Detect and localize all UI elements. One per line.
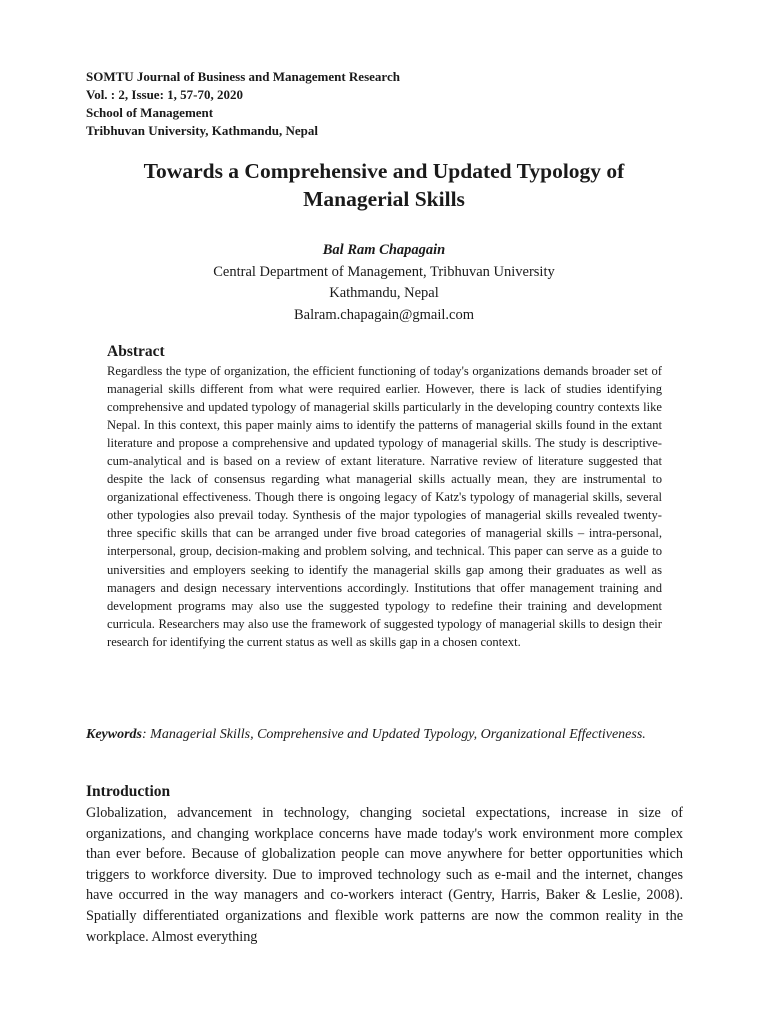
abstract-heading: Abstract [107, 343, 165, 360]
journal-name: SOMTU Journal of Business and Management Research [86, 69, 400, 84]
keywords-label: Keywords [86, 727, 142, 742]
abstract-text: Regardless the type of organization, the efficient functioning of today's organizations demands broader set of managerial skills different from what were required earlier. However, there is lack of studies identifying comprehensive and updated typology of managerial skills particularly in the developing country contexts like Nepal. In this context, this paper mainly aims to identify the patterns of managerial skills found in the extant literature and propose a comprehensive and updated typology of managerial skills. The study is descriptive-cum-analytical and is based on a review of extant literature. Narrative review of literature suggested that despite the lack of consensus regarding what managerial skills actually mean, they are instrumental to organizational effectiveness. Though there is ongoing legacy of Katz's typology of managerial skills, several other typologies also prevail today. Synthesis of the major typologies of managerial skills revealed twenty-three specific skills that can be arranged under five broad categories of managerial skills – intra-personal, interpersonal, group, decision-making and problem solving, and technical. This paper can serve as a guide to universities and employers seeking to identify the managerial skills gap among their graduates as well as managers and design necessary interventions accordingly. Institutions that offer management training and development programs may also use the suggested typology to redefine their training and development curricula. Researchers may also use the framework of suggested typology of managerial skills to design their research for identifying the current status as well as skills gap in a chosen context. [107, 364, 662, 649]
paper-title-line-1: Towards a Comprehensive and Updated Typology of [143, 159, 625, 183]
author-name: Bal Ram Chapagain [322, 242, 446, 258]
keywords-text: : Managerial Skills, Comprehensive and Updated Typology, Organizational Effectiveness. [142, 727, 646, 742]
keywords [86, 725, 683, 746]
introduction-text: Globalization, advancement in technology, changing societal expectations, increase in size of organizations, and changing workplace concerns have made today's work environment more complex than ever before. Because of globalization people can move anywhere for better opportunities which triggers to workforce diversity. Due to improved technology such as e-mail and the internet, changes have occurred in the way managers and co-workers interact (Gentry, Harris, Baker & Leslie, 2008). Spatially differentiated organizations and flexible work patterns are now the common reality in the workplace. Almost everything [86, 805, 683, 945]
journal-school: School of Management [86, 105, 214, 120]
introduction-heading: Introduction [86, 783, 171, 800]
author-block [0, 240, 768, 326]
journal-volume: Vol. : 2, Issue: 1, 57-70, 2020 [86, 87, 243, 102]
journal-university: Tribhuvan University, Kathmandu, Nepal [86, 123, 319, 138]
paper-title-line-2: Managerial Skills [303, 187, 465, 211]
author-department: Central Department of Management, Tribhuvan University [213, 263, 555, 280]
author-location: Kathmandu, Nepal [329, 285, 439, 301]
paper-title [60, 157, 708, 213]
author-email: Balram.chapagain@gmail.com [293, 306, 475, 323]
journal-header [86, 68, 400, 140]
